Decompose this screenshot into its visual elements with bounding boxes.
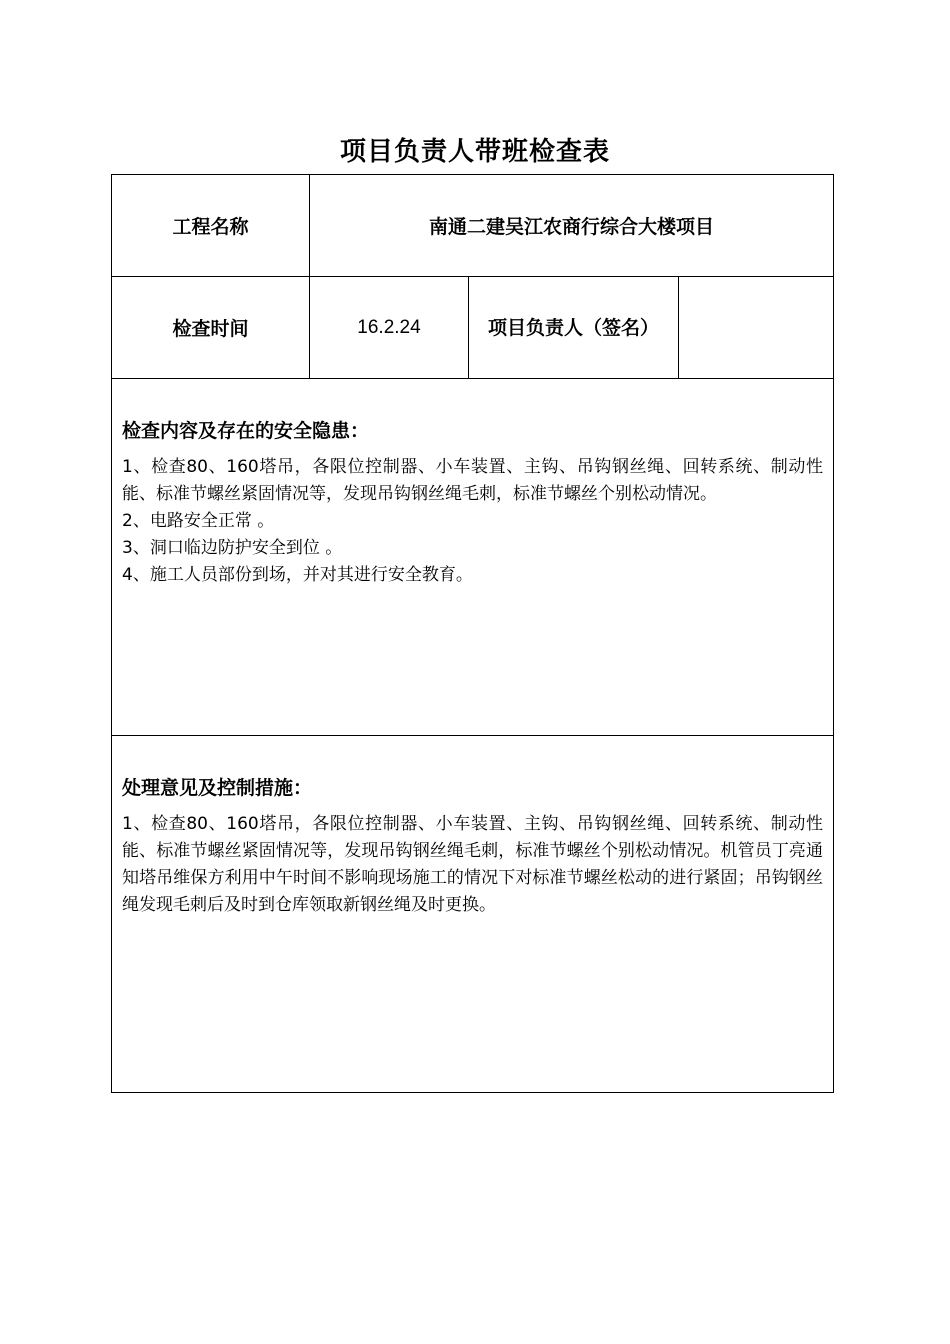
project-label: 工程名称 [112, 175, 310, 277]
page-title: 项目负责人带班检查表 [339, 137, 610, 167]
row-time [112, 277, 834, 379]
inspection-item: 4、施工人员部份到场，并对其进行安全教育。 [122, 565, 473, 585]
leader-signature-field[interactable] [679, 277, 834, 379]
time-value: 16.2.24 [310, 277, 469, 379]
row-measures [112, 736, 834, 1093]
inspection-heading: 检查内容及存在的安全隐患： [122, 420, 370, 442]
inspection-section [112, 379, 834, 736]
inspection-item: 3、洞口临边防护安全到位 。 [122, 538, 343, 558]
measures-heading: 处理意见及控制措施： [122, 777, 313, 799]
inspection-item: 2、电路安全正常 。 [122, 511, 275, 531]
row-project [112, 175, 834, 277]
time-label: 检查时间 [112, 277, 310, 379]
inspection-form-table [111, 174, 834, 1093]
project-name: 南通二建吴江农商行综合大楼项目 [310, 175, 834, 277]
measures-section [112, 736, 834, 1093]
measures-item: 1、检查80、160塔吊，各限位控制器、小车装置、主钩、吊钩钢丝绳、回转系统、制动性能、标准节螺丝紧固情况等，发现吊钩钢丝绳毛刺，标准节螺丝个别松动情况。机管员丁亮通知塔吊维保方利用中午时间不影响现场施工的情况下对标准节螺丝松动的进行紧固；吊钩钢丝绳发现毛刺后及时到仓库领取新钢丝绳及时更换。 [122, 814, 824, 915]
inspection-item: 1、检查80、160塔吊，各限位控制器、小车装置、主钩、吊钩钢丝绳、回转系统、制动性能、标准节螺丝紧固情况等，发现吊钩钢丝绳毛刺，标准节螺丝个别松动情况。 [122, 457, 824, 504]
leader-label: 项目负责人（签名） [469, 277, 679, 379]
row-inspection [112, 379, 834, 736]
